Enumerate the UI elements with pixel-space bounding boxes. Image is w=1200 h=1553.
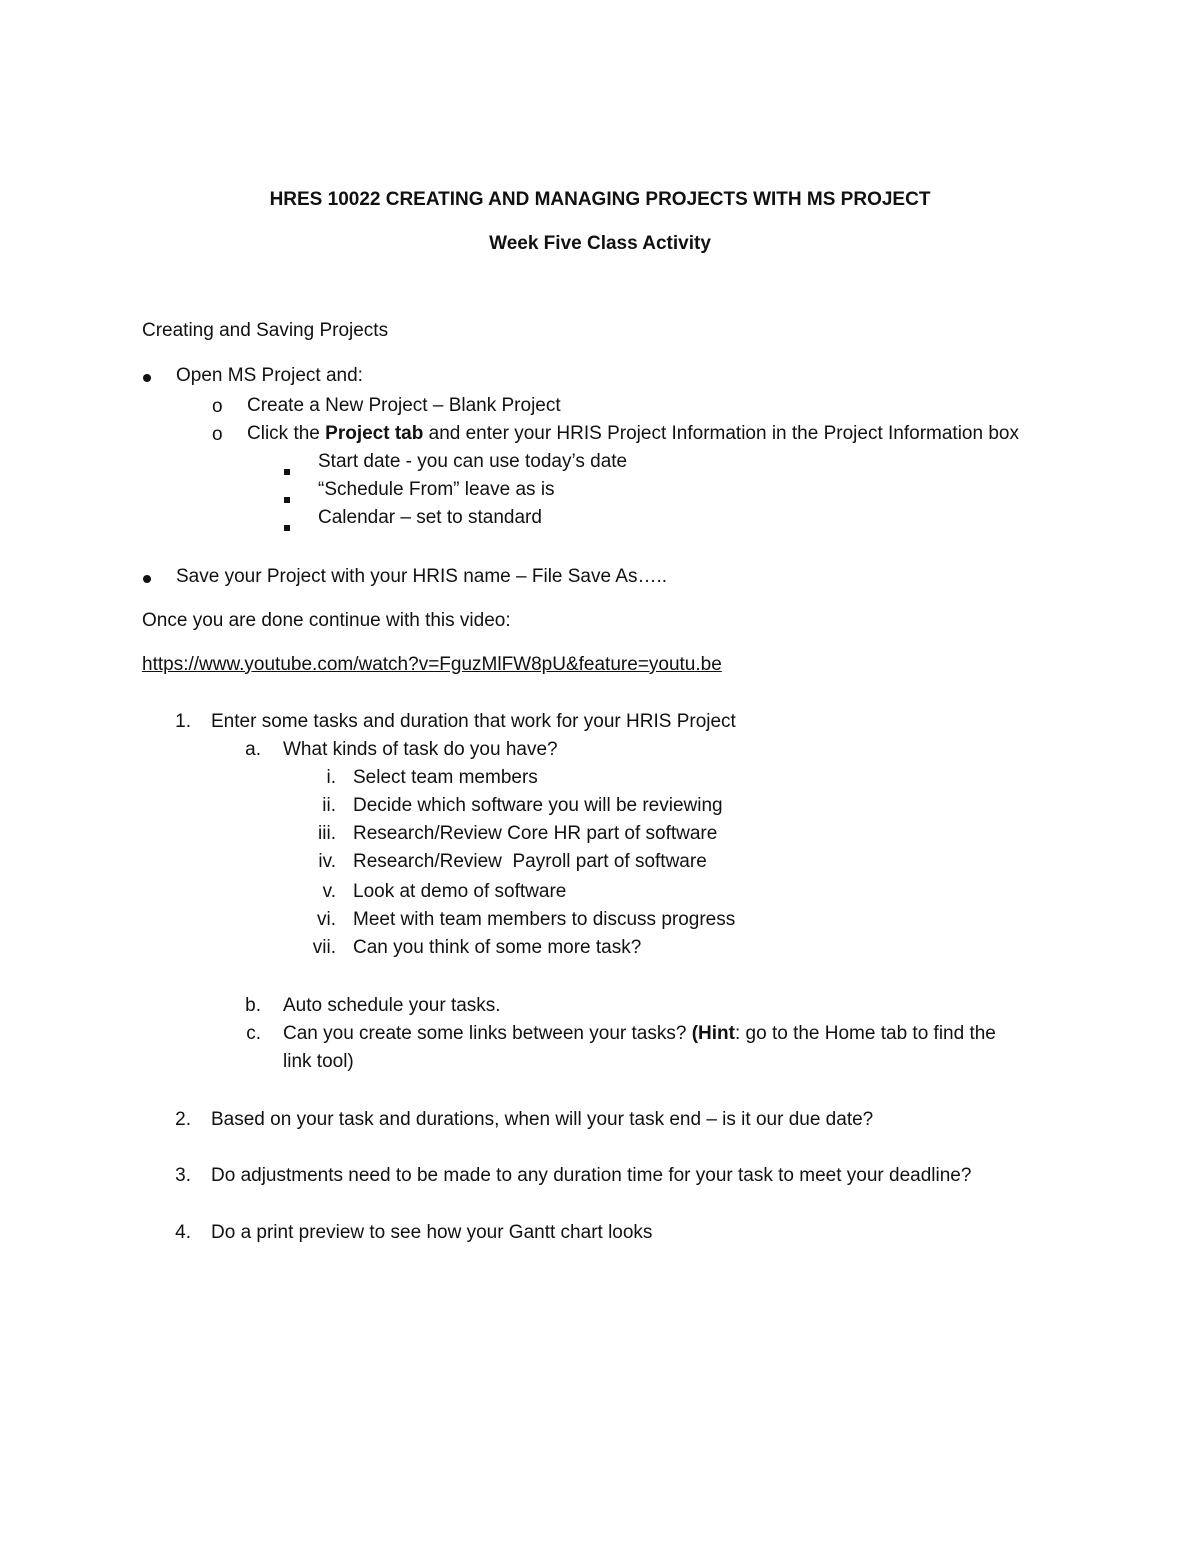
sub-item-project-tab [247,423,1019,445]
roman-marker: v. [322,881,336,902]
roman-item: Decide which software you will be reviewing [353,795,723,816]
roman-item: Can you think of some more task? [353,937,642,958]
document-title: HRES 10022 CREATING AND MANAGING PROJECTS WITH MS PROJECT [269,189,931,210]
list-marker: a. [245,739,261,760]
sub-item-new-project: Create a New Project – Blank Project [247,395,561,416]
bullet-dot-icon [143,366,151,388]
list-marker: c. [246,1023,261,1044]
numbered-item-4: Do a print preview to see how your Gantt chart looks [211,1222,653,1243]
list-marker: b. [245,995,261,1016]
sub-item-b: Auto schedule your tasks. [283,995,501,1016]
bullet-dot-icon [143,567,151,589]
roman-item: Research/Review Payroll part of software [353,851,707,872]
list-marker: 1. [175,711,191,732]
square-bullet-icon [284,459,290,481]
sub-item-c [283,1023,996,1045]
roman-item: Meet with team members to discuss progress [353,909,736,930]
square-bullet-icon [284,515,290,537]
start-date-item: Start date - you can use today’s date [318,451,628,472]
roman-marker: vi. [317,909,336,930]
square-bullet-icon [284,487,290,509]
bullet-save-project: Save your Project with your HRIS name – File Save As….. [176,566,668,587]
sub-item-a: What kinds of task do you have? [283,739,558,760]
sub-item-c-suffix: : go to the Home tab to find the [734,1023,996,1044]
roman-marker: iii. [318,823,336,844]
sub-item-prefix: Click the [247,423,326,444]
circle-marker: o [212,396,223,417]
roman-marker: i. [326,767,336,788]
roman-item: Research/Review Core HR part of software [353,823,718,844]
sub-item-c-prefix: Can you create some links between your tasks? [283,1023,692,1044]
roman-marker: iv. [318,851,336,872]
roman-item: Look at demo of software [353,881,567,902]
project-tab-label: Project tab [325,423,424,444]
roman-item: Select team members [353,767,538,788]
video-link[interactable]: https://www.youtube.com/watch?v=FguzMlFW8pU&feature=youtu.be [142,654,722,675]
circle-marker: o [212,424,223,445]
numbered-item-1: Enter some tasks and duration that work for your HRIS Project [211,711,736,732]
video-intro: Once you are done continue with this video: [142,610,511,631]
numbered-item-3: Do adjustments need to be made to any duration time for your task to meet your deadline? [211,1165,972,1186]
calendar-item: Calendar – set to standard [318,507,542,528]
roman-marker: ii. [322,795,336,816]
bullet-open-ms-project: Open MS Project and: [176,365,363,386]
document-subtitle: Week Five Class Activity [489,233,711,254]
section-heading: Creating and Saving Projects [142,320,389,341]
list-marker: 4. [175,1222,191,1243]
video-link-line [142,654,722,676]
list-marker: 2. [175,1109,191,1130]
sub-item-suffix: and enter your HRIS Project Information in the Project Information box [423,423,1019,444]
schedule-from-item: “Schedule From” leave as is [318,479,555,500]
hint-label: (Hint [691,1023,735,1044]
numbered-item-2: Based on your task and durations, when will your task end – is it our due date? [211,1109,874,1130]
roman-marker: vii. [312,937,336,958]
list-marker: 3. [175,1165,191,1186]
sub-item-c-line2: link tool) [283,1051,354,1072]
